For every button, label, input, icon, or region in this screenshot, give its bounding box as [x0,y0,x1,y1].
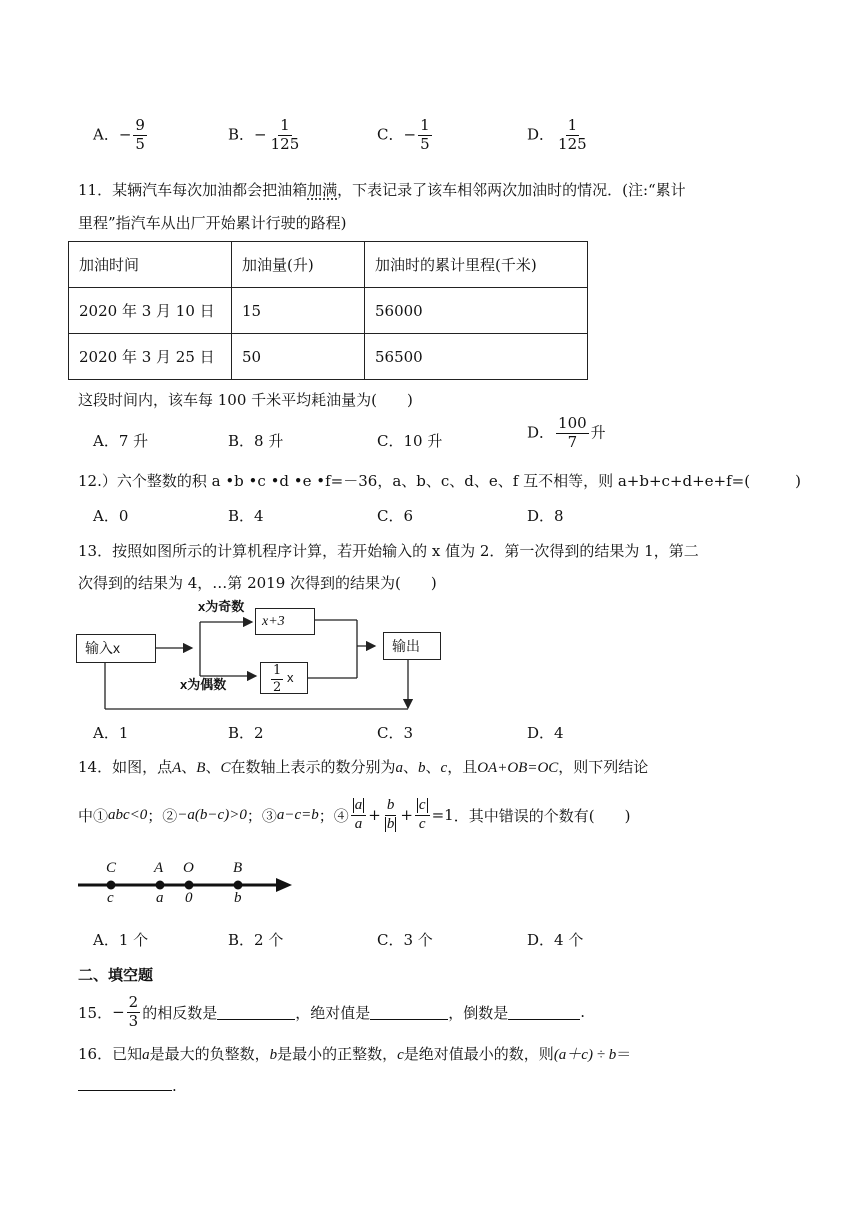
q14-option-d[interactable]: D．4 个 [527,931,584,949]
fraction: $\frac{1}{125}$ [270,116,300,153]
even-operation-box: $\frac{1}{2}$ x [260,662,308,694]
q10-option-c[interactable]: C．− $\frac{1}{5}$ [377,116,430,153]
point-label-O: O [183,860,194,876]
answer-blank[interactable] [78,1076,172,1091]
even-branch-label: x为偶数 [180,677,227,692]
fraction: $\frac{9}{5}$ [135,116,145,153]
point-label-B: B [233,860,243,876]
fraction: $\frac{a}{a}$ [351,798,367,833]
q11-option-a[interactable]: A．7 升 [93,432,149,450]
table-cell: 2020 年 3 月 10 日 [69,288,232,334]
number-line [74,858,304,908]
q12-option-a[interactable]: A．0 [93,507,129,525]
table-cell: 15 [232,288,365,334]
q11-stem-line1: 11．某辆汽车每次加油都会把油箱加满，下表记录了该车相邻两次加油时的情况．(注:“累计 [78,181,686,199]
input-box: 输入x [76,634,156,663]
value-label-a: a [156,890,164,906]
q11-stem-line2: 里程”指汽车从出厂开始累计行驶的路程) [78,214,347,232]
fraction: $\frac{1}{5}$ [420,116,430,153]
q13-option-a[interactable]: A．1 [93,724,129,742]
q13-option-d[interactable]: D．4 [527,724,564,742]
q14-option-a[interactable]: A．1 个 [93,931,149,949]
q11-option-d[interactable]: D． $\frac{100}{7}$ 升 [527,414,606,451]
q10-option-b[interactable]: B．− $\frac{1}{125}$ [228,116,300,153]
q13-option-c[interactable]: C．3 [377,724,414,742]
q10-option-a[interactable]: A．− $\frac{9}{5}$ [93,116,145,153]
table-header-row [69,242,588,288]
table-cell: 50 [232,334,365,380]
fraction: $\frac{1}{2}$ [273,663,282,695]
q11-option-b[interactable]: B．8 升 [228,432,284,450]
q14-stem-line1: 14．如图，点A、B、C在数轴上表示的数分别为a、b、c，且OA+OB=OC，则下列结论 [78,758,649,776]
q12-option-b[interactable]: B．4 [228,507,264,525]
program-flowchart [70,596,450,721]
fraction: $\frac{c}{c}$ [415,798,430,833]
q12-stem: 12.）六个整数的积 a •b •c •d •e •f=－36，a、b、c、d、e、f 互不相等，则 a+b+c+d+e+f=( ) [78,472,801,490]
answer-blank[interactable] [217,1005,295,1020]
odd-operation-box: x+3 [255,608,315,635]
q13-stem-line1: 13．按照如图所示的计算机程序计算，若开始输入的 x 值为 2．第一次得到的结果为 1，第二 [78,542,699,560]
table-row [69,288,588,334]
table-header-cell: 加油时的累计里程(千米) [365,242,588,288]
fraction: $\frac{2}{3}$ [128,993,139,1030]
q11-option-c[interactable]: C．10 升 [377,432,443,450]
q12-option-c[interactable]: C．6 [377,507,414,525]
value-label-c: c [107,890,114,906]
q14-stem-line2: 中① abc<0 ；② −a(b−c)>0 ；③ a−c=b ；④ $\frac{a}{a}$ + $\frac{b}{b}$ + $\frac{c}{c}$ =1 ．其中错误的个数有( ) [78,797,631,832]
q10-option-d[interactable]: D． $\frac{1}{125}$ [527,116,587,153]
output-box: 输出 [383,632,441,660]
fraction: $\frac{b}{b}$ [386,797,395,832]
table-cell: 56500 [365,334,588,380]
table-cell: 2020 年 3 月 25 日 [69,334,232,380]
refuel-table [68,241,588,380]
q13-stem-line2: 次得到的结果为 4，…第 2019 次得到的结果为( ) [78,574,437,592]
answer-blank[interactable] [508,1005,580,1020]
value-label-0: 0 [185,890,193,906]
q14-option-c[interactable]: C．3 个 [377,931,433,949]
q16-answer-line: . [78,1076,177,1095]
table-header-cell: 加油时间 [69,242,232,288]
q16-stem: 16．已知a是最大的负整数，b是最小的正整数，c是绝对值最小的数，则(a＋c) ÷ b＝ [78,1045,632,1063]
section-heading: 二、填空题 [78,966,154,984]
table-header-cell: 加油量(升) [232,242,365,288]
fraction: $\frac{100}{7}$ [558,414,587,451]
q15-stem: 15． − $\frac{2}{3}$ 的相反数是 ，绝对值是 ，倒数是 . [78,993,586,1030]
point-label-C: C [106,860,117,876]
odd-branch-label: x为奇数 [198,599,245,614]
fraction: $\frac{1}{125}$ [558,116,587,153]
q11-question: 这段时间内，该车每 100 千米平均耗油量为( ) [78,391,413,409]
q12-option-d[interactable]: D．8 [527,507,564,525]
value-label-b: b [234,890,242,906]
table-cell: 56000 [365,288,588,334]
q13-option-b[interactable]: B．2 [228,724,264,742]
answer-blank[interactable] [370,1005,448,1020]
point-label-A: A [154,860,164,876]
q14-option-b[interactable]: B．2 个 [228,931,284,949]
table-row [69,334,588,380]
